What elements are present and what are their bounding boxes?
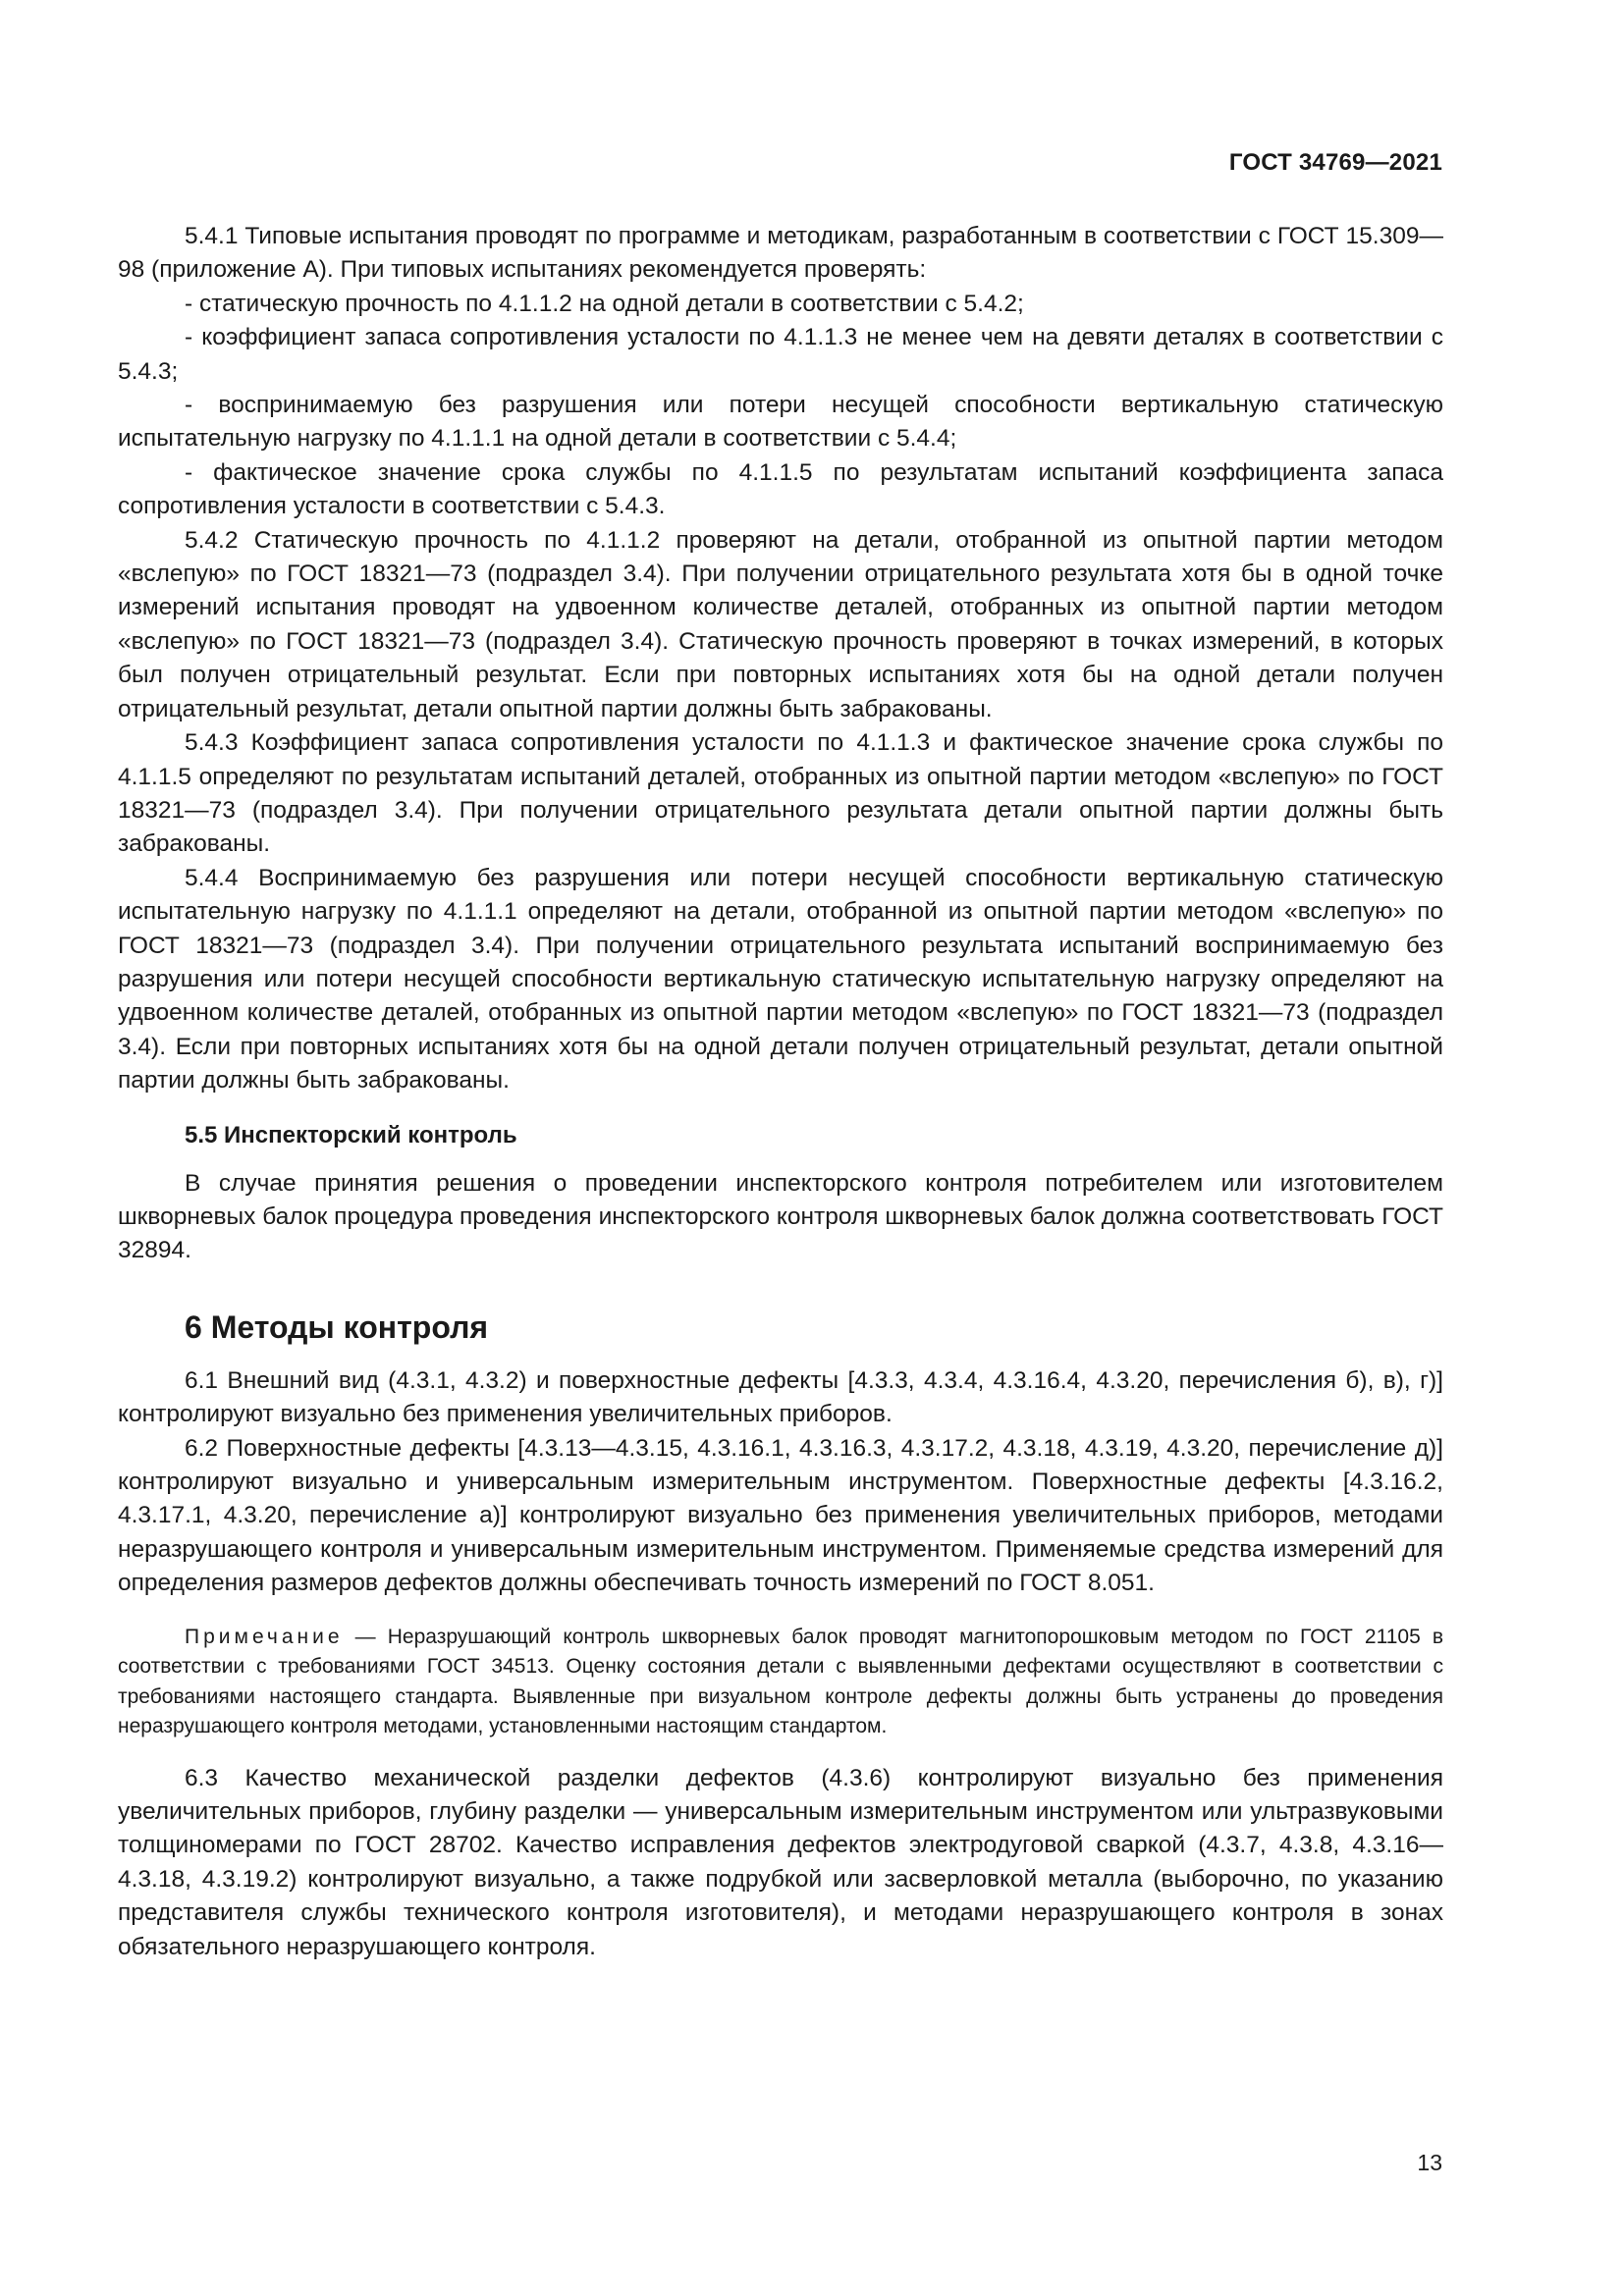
paragraph-6-1: 6.1 Внешний вид (4.3.1, 4.3.2) и поверхностные дефекты [4.3.3, 4.3.4, 4.3.16.4, 4.3.20, перечисления б), в), г)] контролируют визуально без применения увеличительных приборов. bbox=[118, 1366, 1443, 1428]
note bbox=[118, 1623, 1443, 1742]
note-text: — Неразрушающий контроль шкворневых балок проводят магнитопорошковым методом по ГОСТ 21105 в соответствии с требованиями ГОСТ 34513. Оценку состояния детали с выявленными дефектами осуществляют в соответствии с требованиями настоящего стандарта. Выявленные при визуальном контроле дефекты должны быть устранены до проведения неразрушающего контроля методами, установленными настоящим стандартом. bbox=[118, 1625, 1443, 1738]
list-item: - статическую прочность по 4.1.1.2 на одной детали в соответствии с 5.4.2; bbox=[185, 290, 1024, 317]
paragraph-6-2: 6.2 Поверхностные дефекты [4.3.13—4.3.15, 4.3.16.1, 4.3.16.3, 4.3.17.2, 4.3.18, 4.3.19, 4.3.20, перечисление д)] контролируют визуально и универсальным измерительным инструментом. Поверхностные дефекты [4.3.16.2, 4.3.17.1, 4.3.20, перечисление а)] контролируют визуально без применения увеличительных приборов, методами неразрушающего контроля и универсальным измерительным инструментом. Применяемые средства измерений для определения размеров дефектов должны обеспечивать точность измерений по ГОСТ 8.051. bbox=[118, 1434, 1443, 1597]
section-5-5-heading: 5.5 Инспекторский контроль bbox=[185, 1121, 517, 1148]
list-item: - фактическое значение срока службы по 4.1.1.5 по результатам испытаний коэффициента запаса сопротивления усталости в соответствии с 5.4.3. bbox=[118, 458, 1443, 520]
document-id-header: ГОСТ 34769—2021 bbox=[1228, 149, 1442, 176]
paragraph-5-4-3: 5.4.3 Коэффициент запаса сопротивления усталости по 4.1.1.3 и фактическое значение срока службы по 4.1.1.5 определяют по результатам испытаний деталей, отобранных из опытной партии методом «вслепую» по ГОСТ 18321—73 (подраздел 3.4). При получении отрицательного результата детали опытной партии должны быть забракованы. bbox=[118, 729, 1443, 858]
section-6-heading: 6 Методы контроля bbox=[185, 1308, 489, 1345]
page-content bbox=[118, 220, 1443, 1964]
paragraph-5-5: В случае принятия решения о проведении инспекторского контроля потребителем или изготовителем шкворневых балок процедура проведения инспекторского контроля шкворневых балок должна соответствовать ГОСТ 32894. bbox=[118, 1169, 1443, 1264]
paragraph-5-4-2: 5.4.2 Статическую прочность по 4.1.1.2 проверяют на детали, отобранной из опытной партии методом «вслепую» по ГОСТ 18321—73 (подраздел 3.4). При получении отрицательного результата хотя бы в одной точке измерений испытания проводят на удвоенном количестве деталей, отобранных из опытной партии методом «вслепую» по ГОСТ 18321—73 (подраздел 3.4). Статическую прочность проверяют в точках измерений, в которых был получен отрицательный результат. Если при повторных испытаниях хотя бы на одной детали получен отрицательный результат, детали опытной партии должны быть забракованы. bbox=[118, 526, 1443, 722]
page-number: 13 bbox=[1417, 2150, 1442, 2175]
paragraph-6-3: 6.3 Качество механической разделки дефектов (4.3.6) контролируют визуально без применения увеличительных приборов, глубину разделки — универсальным измерительным инструментом или ультразвуковыми толщиномерами по ГОСТ 28702. Качество исправления дефектов электродуговой сваркой (4.3.7, 4.3.8, 4.3.16—4.3.18, 4.3.19.2) контролируют визуально, а также подрубкой или засверловкой металла (выборочно, по указанию представителя службы технического контроля изготовителя), и методами неразрушающего контроля в зонах обязательного неразрушающего контроля. bbox=[118, 1764, 1443, 1960]
paragraph-5-4-1: 5.4.1 Типовые испытания проводят по программе и методикам, разработанным в соответствии с ГОСТ 15.309—98 (приложение А). При типовых испытаниях рекомендуется проверять: bbox=[118, 223, 1443, 284]
note-label: Примечание bbox=[185, 1625, 344, 1648]
list-item: - воспринимаемую без разрушения или потери несущей способности вертикальную статическую испытательную нагрузку по 4.1.1.1 на одной детали в соответствии с 5.4.4; bbox=[118, 392, 1443, 453]
list-item: - коэффициент запаса сопротивления усталости по 4.1.1.3 не менее чем на девяти деталях в соответствии с 5.4.3; bbox=[118, 324, 1443, 385]
paragraph-5-4-4: 5.4.4 Воспринимаемую без разрушения или потери несущей способности вертикальную статическую испытательную нагрузку по 4.1.1.1 определяют на детали, отобранной из опытной партии методом «вслепую» по ГОСТ 18321—73 (подраздел 3.4). При получении отрицательного результата испытаний воспринимаемую без разрушения или потери несущей способности вертикальную статическую испытательную нагрузку определяют на удвоенном количестве деталей, отобранных из опытной партии методом «вслепую» по ГОСТ 18321—73 (подраздел 3.4). Если при повторных испытаниях хотя бы на одной детали получен отрицательный результат, детали опытной партии должны быть забракованы. bbox=[118, 864, 1443, 1095]
